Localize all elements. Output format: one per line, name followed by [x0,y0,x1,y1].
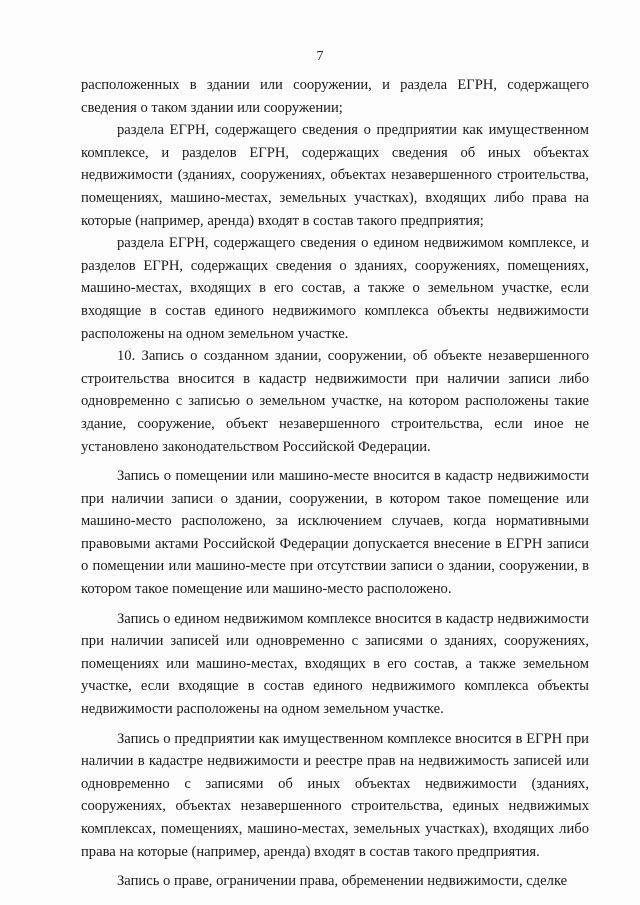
paragraph: 10. Запись о созданном здании, сооружении, об объекте незавершенного строительства вносится в кадастр недвижимости при наличии записи либо одновременно с записью о земельном участке, на котором расположены такие здание, сооружение, объект незавершенного строительства, если иное не установлено законодательством Российской Федерации. [81,348,589,455]
paragraph: раздела ЕГРН, содержащего сведения о едином недвижимом комплексе, и разделов ЕГРН, содержащих сведения о зданиях, сооружениях, помещениях, машино-местах, входящих в его состав, а также о земельном участке, если входящие в состав единого недвижимого комплекса объекты недвижимости расположены на одном земельном участке. [81,235,589,342]
paragraph: Запись о праве, ограничении права, обременении недвижимости, сделке [117,873,568,890]
paragraph: Запись о едином недвижимом комплексе вносится в кадастр недвижимости при наличии записей или одновременно с записями о зданиях, сооружениях, помещениях или машино-местах, входящих в его состав, а также земельном участке, если входящие в состав единого недвижимого комплекса объекты недвижимости расположены на одном земельном участке. [81,610,589,718]
paragraph: Запись о предприятии как имущественном комплексе вносится в ЕГРН при наличии в кадастре недвижимости и реестре прав на недвижимость записей или одновременно с записями об иных объектах недвижимости (зданиях, сооружениях, объектах незавершенного строительства, единых недвижимых комплексах, помещениях, машино-местах, земельных участках), входящих либо права на которые (например, аренда) входят в состав такого предприятия. [81,730,589,860]
paragraph: расположенных в здании или сооружении, и раздела ЕГРН, содержащего сведения о таком здании или сооружении; [81,77,589,116]
page-number: 7 [316,48,324,63]
paragraph: раздела ЕГРН, содержащего сведения о предприятии как имущественном комплексе, и разделов ЕГРН, содержащих сведения об иных объектах недвижимости (зданиях, сооружениях, объектах незавершенного строительства, помещениях, машино-местах, земельных участках), входящих либо права на которые (например, аренда) входят в состав такого предприятия; [81,122,589,229]
document-body [81,74,589,893]
paragraph: Запись о помещении или машино-месте вносится в кадастр недвижимости при наличии записи о здании, сооружении, в котором такое помещение или машино-место расположено, за исключением случаев, когда нормативными правовыми актами Российской Федерации допускается внесение в ЕГРН записи о помещении или машино-месте при отсутствии записи о здании, сооружении, в котором такое помещение или машино-место расположено. [81,468,589,598]
